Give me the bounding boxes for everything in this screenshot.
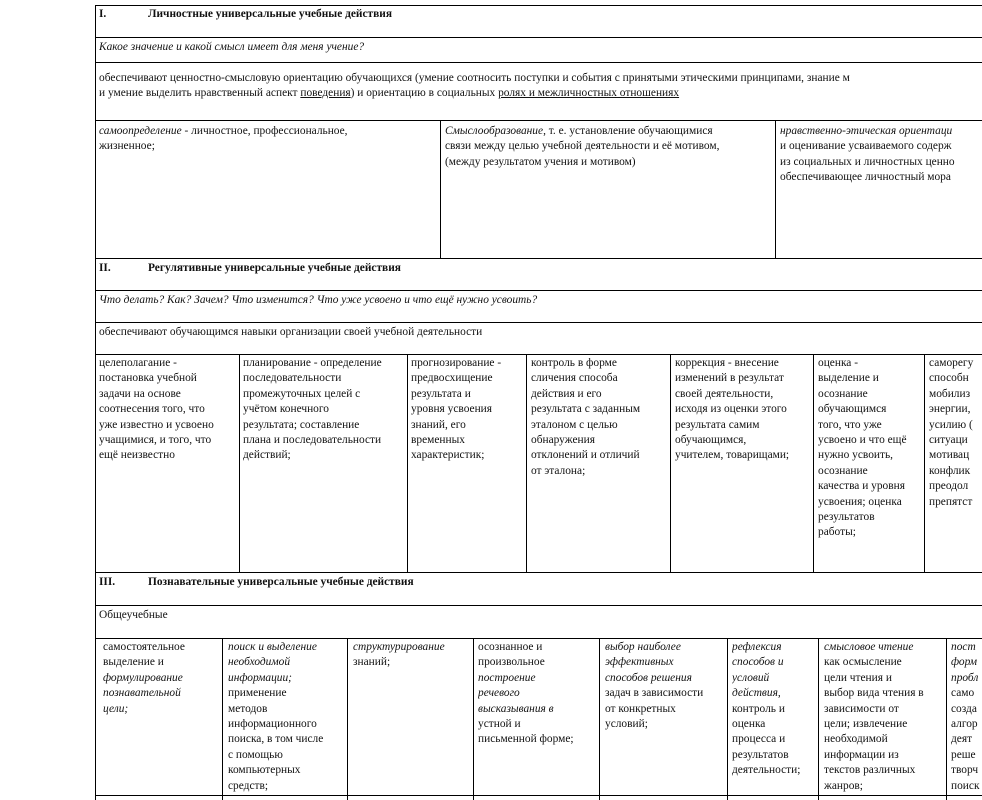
cell-line: речевого — [478, 687, 520, 700]
section-summary: обеспечивают обучающимся навыки организации своей учебной деятельности — [99, 326, 483, 338]
cell-line: структурирование — [353, 641, 445, 653]
cell-line: выбор вида чтения в — [824, 687, 924, 700]
cell-line: произвольное — [478, 656, 545, 669]
table-border — [95, 258, 982, 259]
cell-line: самостоятельное — [103, 641, 185, 653]
section-heading — [99, 575, 979, 590]
cell-line: препятст — [929, 495, 973, 508]
section-title: Личностные универсальные учебные действия — [148, 8, 393, 20]
table-border — [599, 638, 600, 800]
section-summary — [99, 71, 982, 102]
table-cell — [951, 640, 982, 798]
cell-line: результата; составление — [243, 418, 360, 431]
table-border — [222, 638, 223, 800]
cell-line: результата самим — [675, 418, 760, 431]
table-border — [239, 354, 240, 572]
cell-line: рефлексия — [732, 641, 782, 653]
cell-line: осознание — [818, 387, 868, 400]
cell-line: информации из — [824, 748, 899, 761]
cell-text: - личностное, профессиональное, — [181, 125, 348, 137]
cell-line: реше — [951, 748, 976, 761]
cell-line: результатов — [732, 748, 789, 761]
table-border — [95, 354, 982, 355]
cell-line: сличения способа — [531, 372, 618, 385]
cell-text: , т. е. установление обучающимися — [543, 125, 713, 137]
cell-line: саморегу — [929, 357, 974, 369]
section-title: Познавательные универсальные учебные действия — [148, 576, 414, 588]
cell-line: временных — [411, 434, 465, 447]
table-cell — [445, 124, 773, 256]
cell-line: действия, — [732, 687, 781, 700]
cell-line: контроль и — [732, 702, 785, 715]
table-cell — [780, 124, 982, 256]
cell-line: применение — [228, 687, 287, 700]
cell-line: с помощью — [228, 748, 283, 761]
cell-line: методов — [228, 702, 268, 715]
table-border — [946, 638, 947, 800]
cell-line: из социальных и личностных ценно — [780, 155, 955, 168]
cell-line: последовательности — [243, 372, 342, 385]
cell-line: информации; — [228, 671, 292, 684]
cell-line: учётом конечного — [243, 403, 329, 416]
cell-line: задачи на основе — [99, 387, 181, 400]
cell-line: соотнесения того, что — [99, 403, 205, 416]
summary-line: обеспечивают ценностно-смысловую ориентацию обучающихся (умение соотносить поступки и события с принятыми этическими принципами, знание м — [99, 72, 850, 84]
cell-line: от эталона; — [531, 464, 586, 477]
cell-line: исходя из оценки этого — [675, 403, 787, 416]
cell-line: средств; — [228, 779, 269, 792]
cell-line: предвосхищение — [411, 372, 493, 385]
table-cell — [411, 356, 525, 570]
cell-line: необходимой — [228, 656, 291, 669]
cell-line: своей деятельности, — [675, 387, 774, 400]
cell-line: отклонений и отличий — [531, 449, 640, 462]
cell-line: формулирование — [103, 671, 183, 684]
cell-line: созда — [951, 702, 977, 715]
table-border — [95, 5, 982, 6]
cell-term: самоопределение — [99, 125, 182, 137]
cell-line: само — [951, 687, 975, 700]
cell-line: цели чтения и — [824, 671, 892, 684]
cell-line: энергии, — [929, 403, 971, 416]
section-question: Что делать? Как? Зачем? Что изменится? Что уже усвоено и что ещё нужно усвоить? — [99, 294, 538, 306]
cell-line: усилию ( — [929, 418, 973, 431]
cell-line: эталоном с целью — [531, 418, 618, 431]
cell-line: способов и — [732, 656, 784, 669]
cell-line: оценка - — [818, 357, 859, 369]
summary-text: ) и ориентацию в социальных — [350, 87, 499, 100]
table-border — [95, 322, 982, 323]
cell-line: знаний, его — [411, 418, 466, 431]
cell-line: процесса и — [732, 733, 786, 746]
cell-line: обучающимся — [818, 403, 887, 416]
cell-line: действий; — [243, 449, 291, 462]
section-question: Какое значение и какой смысл имеет для меня учение? — [99, 41, 365, 53]
table-border — [924, 354, 925, 572]
cell-line — [445, 124, 773, 139]
table-cell — [243, 356, 406, 570]
cell-line: действия и его — [531, 387, 602, 400]
cell-line: жизненное; — [99, 140, 155, 153]
table-cell — [99, 124, 437, 256]
table-border — [95, 5, 96, 800]
cell-line: задач в зависимости — [605, 687, 704, 700]
cell-line: как осмысление — [824, 656, 902, 669]
cell-line: способов решения — [605, 671, 692, 684]
cell-line: контроль в форме — [531, 357, 617, 369]
cell-line: ситуаци — [929, 434, 968, 447]
cell-line: деят — [951, 733, 973, 746]
cell-line: изменений в результат — [675, 372, 784, 385]
table-cell — [228, 640, 345, 798]
cell-line: способн — [929, 372, 969, 385]
cell-line: уже известно и усвоено — [99, 418, 214, 431]
table-cell — [675, 356, 812, 570]
section-number: III. — [99, 576, 116, 588]
cell-line: усвоения; оценка — [818, 495, 902, 508]
table-border — [95, 120, 982, 121]
cell-line: пробл — [951, 671, 979, 684]
cell-line — [99, 124, 437, 139]
cell-line: (между результатом учения и мотивом) — [445, 155, 636, 168]
section-heading — [99, 7, 979, 22]
table-border — [95, 62, 982, 63]
cell-line: связи между целью учебной деятельности и её мотивом, — [445, 140, 720, 153]
table-cell — [824, 640, 944, 798]
cell-line: усвоено и что ещё — [818, 434, 907, 447]
cell-line: оценка — [732, 718, 766, 731]
cell-line: того, что уже — [818, 418, 882, 431]
cell-line: и оценивание усваиваемого содерж — [780, 140, 952, 153]
cell-line: текстов различных — [824, 764, 916, 777]
cell-line: преодол — [929, 480, 969, 493]
table-cell — [605, 640, 725, 798]
table-cell — [99, 356, 237, 570]
section-number: I. — [99, 8, 107, 20]
cell-line: выбор наиболее — [605, 641, 681, 653]
cell-line: зависимости от — [824, 702, 899, 715]
table-border — [775, 120, 776, 258]
table-cell — [531, 356, 669, 570]
cell-line: качества и уровня — [818, 480, 905, 493]
cell-line: знаний; — [353, 656, 391, 669]
cell-line: учителем, товарищами; — [675, 449, 790, 462]
cell-line: цели; — [103, 702, 129, 715]
section-subtitle: Общеучебные — [99, 609, 168, 621]
table-cell — [478, 640, 597, 798]
table-border — [818, 638, 819, 800]
cell-line: нужно усвоить, — [818, 449, 894, 462]
section-number: II. — [99, 262, 111, 274]
cell-line — [780, 124, 982, 139]
table-border — [95, 605, 982, 606]
cell-line: эффективных — [605, 656, 674, 669]
summary-underlined: поведения — [300, 87, 351, 100]
cell-line: работы; — [818, 526, 856, 539]
cell-line: результата с заданным — [531, 403, 641, 416]
cell-line: условий — [732, 671, 770, 684]
table-cell — [103, 640, 220, 798]
cell-line: прогнозирование - — [411, 357, 502, 369]
cell-line: результатов — [818, 511, 875, 524]
cell-line: поиска, в том числе — [228, 733, 324, 746]
cell-line: планирование - определение — [243, 357, 382, 369]
cell-line: смысловое чтение — [824, 641, 914, 653]
table-border — [813, 354, 814, 572]
cell-line: промежуточных целей с — [243, 387, 361, 400]
cell-line: мобилиз — [929, 387, 971, 400]
cell-line: поиск и выделение — [228, 641, 317, 653]
cell-line: осознанное и — [478, 641, 543, 653]
cell-line: форм — [951, 656, 978, 669]
cell-line: информационного — [228, 718, 317, 731]
table-border — [95, 290, 982, 291]
summary-underlined: ролях и межличностных отношениях — [498, 87, 680, 100]
cell-line: плана и последовательности — [243, 434, 382, 447]
table-cell — [929, 356, 982, 570]
cell-line: алгор — [951, 718, 978, 731]
cell-line: учащимися, и того, что — [99, 434, 212, 447]
section-title: Регулятивные универсальные учебные действия — [148, 262, 401, 274]
cell-line: мотивац — [929, 449, 970, 462]
cell-term: Смыслообразование — [445, 125, 544, 137]
cell-line: поиск — [951, 779, 980, 792]
cell-line: обнаружения — [531, 434, 595, 447]
cell-line: выделение и — [818, 372, 879, 385]
cell-line: условий; — [605, 718, 648, 731]
cell-line: жанров; — [824, 779, 863, 792]
cell-line: познавательной — [103, 687, 181, 700]
summary-text: и умение выделить нравственный аспект — [99, 87, 301, 100]
table-border — [670, 354, 671, 572]
cell-line: уровня усвоения — [411, 403, 493, 416]
cell-line: построение — [478, 671, 536, 684]
table-border — [95, 638, 982, 639]
cell-line: творч — [951, 764, 979, 777]
cell-line: результата и — [411, 387, 471, 400]
cell-line: необходимой — [824, 733, 888, 746]
cell-line: высказывания в — [478, 702, 554, 715]
cell-line: цели; извлечение — [824, 718, 908, 731]
table-border — [526, 354, 527, 572]
cell-term: нравственно-этическая ориентаци — [780, 125, 953, 137]
table-border — [473, 638, 474, 800]
cell-line: выделение и — [103, 656, 164, 669]
table-border — [95, 37, 982, 38]
table-border — [95, 572, 982, 573]
cell-line: осознание — [818, 464, 868, 477]
cell-line: от конкретных — [605, 702, 676, 715]
cell-line: компьютерных — [228, 764, 301, 777]
cell-line: обеспечивающее личностный мора — [780, 171, 951, 184]
table-cell — [732, 640, 816, 798]
table-cell — [353, 640, 472, 798]
cell-line: пост — [951, 641, 976, 653]
cell-line: конфлик — [929, 464, 971, 477]
cell-line: постановка учебной — [99, 372, 197, 385]
cell-line: целеполагание - — [99, 357, 177, 369]
table-border — [407, 354, 408, 572]
table-cell — [818, 356, 923, 570]
cell-line: коррекция - внесение — [675, 357, 779, 369]
cell-line: ещё неизвестно — [99, 449, 175, 462]
cell-line: деятельности; — [732, 764, 801, 777]
table-border — [347, 638, 348, 800]
cell-line: устной и — [478, 718, 521, 731]
table-border — [727, 638, 728, 800]
cell-line: характеристик; — [411, 449, 485, 462]
section-heading — [99, 261, 979, 276]
cell-line: обучающимся, — [675, 434, 747, 447]
cell-line: письменной форме; — [478, 733, 574, 746]
table-border — [440, 120, 441, 258]
